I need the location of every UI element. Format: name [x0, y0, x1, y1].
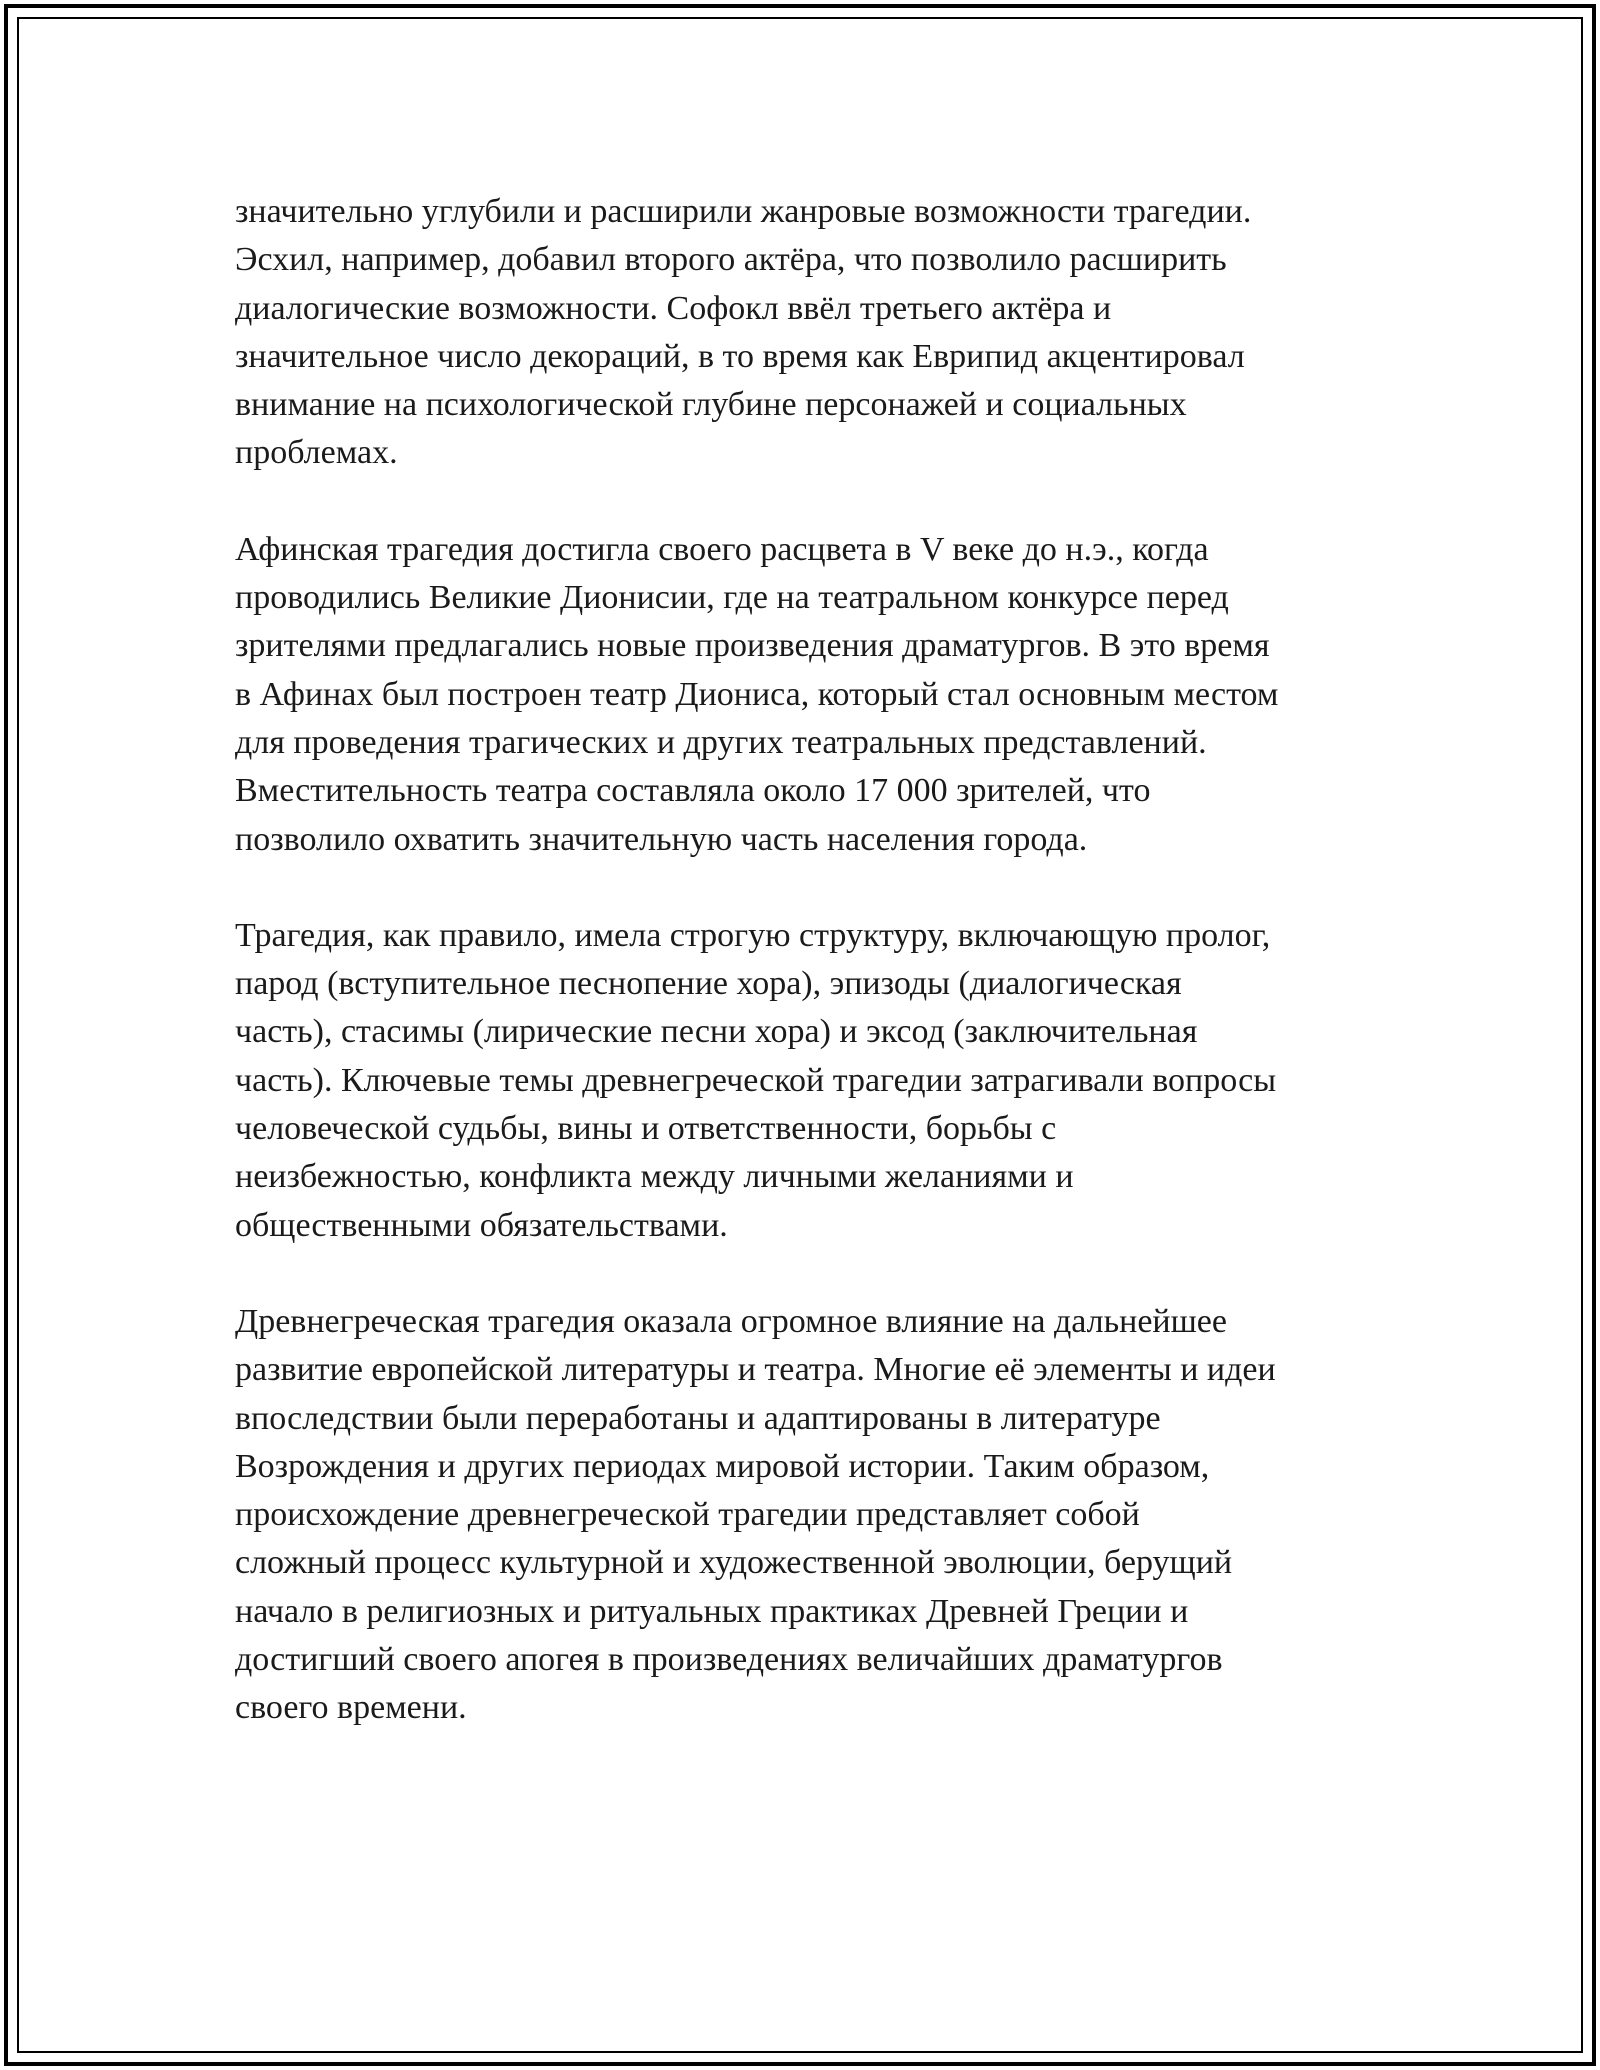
- document-body: [235, 188, 1405, 1733]
- paragraph-2: Афинская трагедия достигла своего расцвета в V веке до н.э., когда проводились Великие Дионисии, где на театральном конкурсе перед зрителями предлагались новые произведения драматургов. В это время в Афинах был построен театр Диониса, который стал основным местом для проведения трагических и других театральных представлений. Вместительность театра составляла около 17 000 зрителей, что позволило охватить значительную часть населения города.: [235, 530, 1279, 858]
- paragraph-1: значительно углубили и расширили жанровые возможности трагедии. Эсхил, например, добавил второго актёра, что позволило расширить диалогические возможности. Софокл ввёл третьего актёра и значительное число декораций, в то время как Еврипид акцентировал внимание на психологической глубине персонажей и социальных проблемах.: [235, 193, 1252, 472]
- paragraph-4: Древнегреческая трагедия оказала огромное влияние на дальнейшее развитие европейской литературы и театра. Многие её элементы и идеи впоследствии были переработаны и адаптированы в литературе Возрождения и других периодах мировой истории. Таким образом, происхождение древнегреческой трагедии представляет собой сложный процесс культурной и художественной эволюции, берущий начало в религиозных и ритуальных практиках Древней Греции и достигший своего апогея в произведениях величайших драматургов своего времени.: [235, 1302, 1276, 1727]
- paragraph-3: Трагедия, как правило, имела строгую структуру, включающую пролог, парод (вступительное песнопение хора), эпизоды (диалогическая часть), стасимы (лирические песни хора) и эксод (заключительная часть). Ключевые темы древнегреческой трагедии затрагивали вопросы человеческой судьбы, вины и ответственности, борьбы с неизбежностью, конфликта между личными желаниями и общественными обязательствами.: [235, 916, 1277, 1244]
